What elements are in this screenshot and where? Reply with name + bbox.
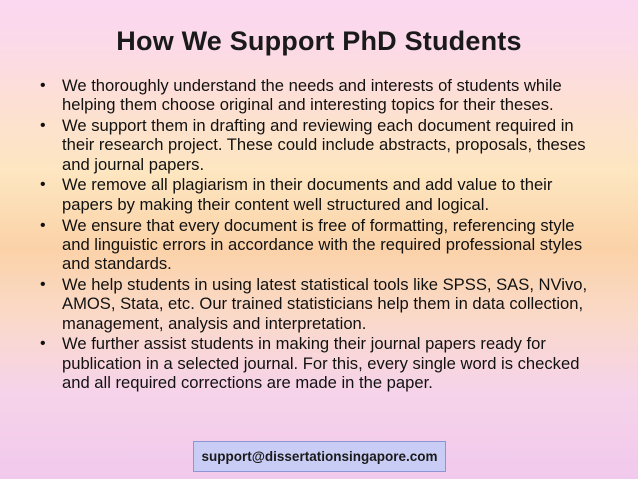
- bullet-item: [40, 334, 600, 392]
- bullet-text: We help students in using latest statistical tools like SPSS, SAS, NVivo, AMOS, Stata, etc. Our trained statisticians help them in data collection, management, analysis and interpretation.: [62, 274, 588, 333]
- bullet-glyph: •: [40, 335, 46, 353]
- bullet-item: [40, 216, 600, 274]
- bullet-text: We ensure that every document is free of formatting, referencing style and linguistic errors in accordance with the required professional styles and standards.: [62, 215, 583, 274]
- bullet-glyph: •: [40, 77, 46, 94]
- bullet-glyph: •: [40, 216, 46, 234]
- bullet-glyph: •: [40, 176, 46, 194]
- email-link[interactable]: support@dissertationsingapore.com: [193, 441, 446, 472]
- bullet-list: [40, 76, 600, 394]
- slide-title: How We Support PhD Students: [116, 26, 522, 56]
- bullet-text: We support them in drafting and reviewing each document required in their research project. These could include abstracts, proposals, theses and journal papers.: [62, 116, 586, 174]
- bullet-text: We further assist students in making their journal papers ready for publication in a selected journal. For this, every single word is checked and all required corrections are made in the paper.: [62, 334, 580, 392]
- bullet-item: [40, 275, 600, 333]
- bullet-text: We remove all plagiarism in their documents and add value to their papers by making their content well structured and logical.: [62, 175, 553, 214]
- bullet-glyph: •: [40, 117, 46, 135]
- bullet-item: [40, 175, 600, 214]
- bullet-glyph: •: [40, 275, 46, 293]
- bullet-text: We thoroughly understand the needs and interests of students while helping them choose original and interesting topics for their theses.: [62, 76, 562, 115]
- bullet-item: [40, 76, 600, 115]
- bullet-item: [40, 116, 600, 174]
